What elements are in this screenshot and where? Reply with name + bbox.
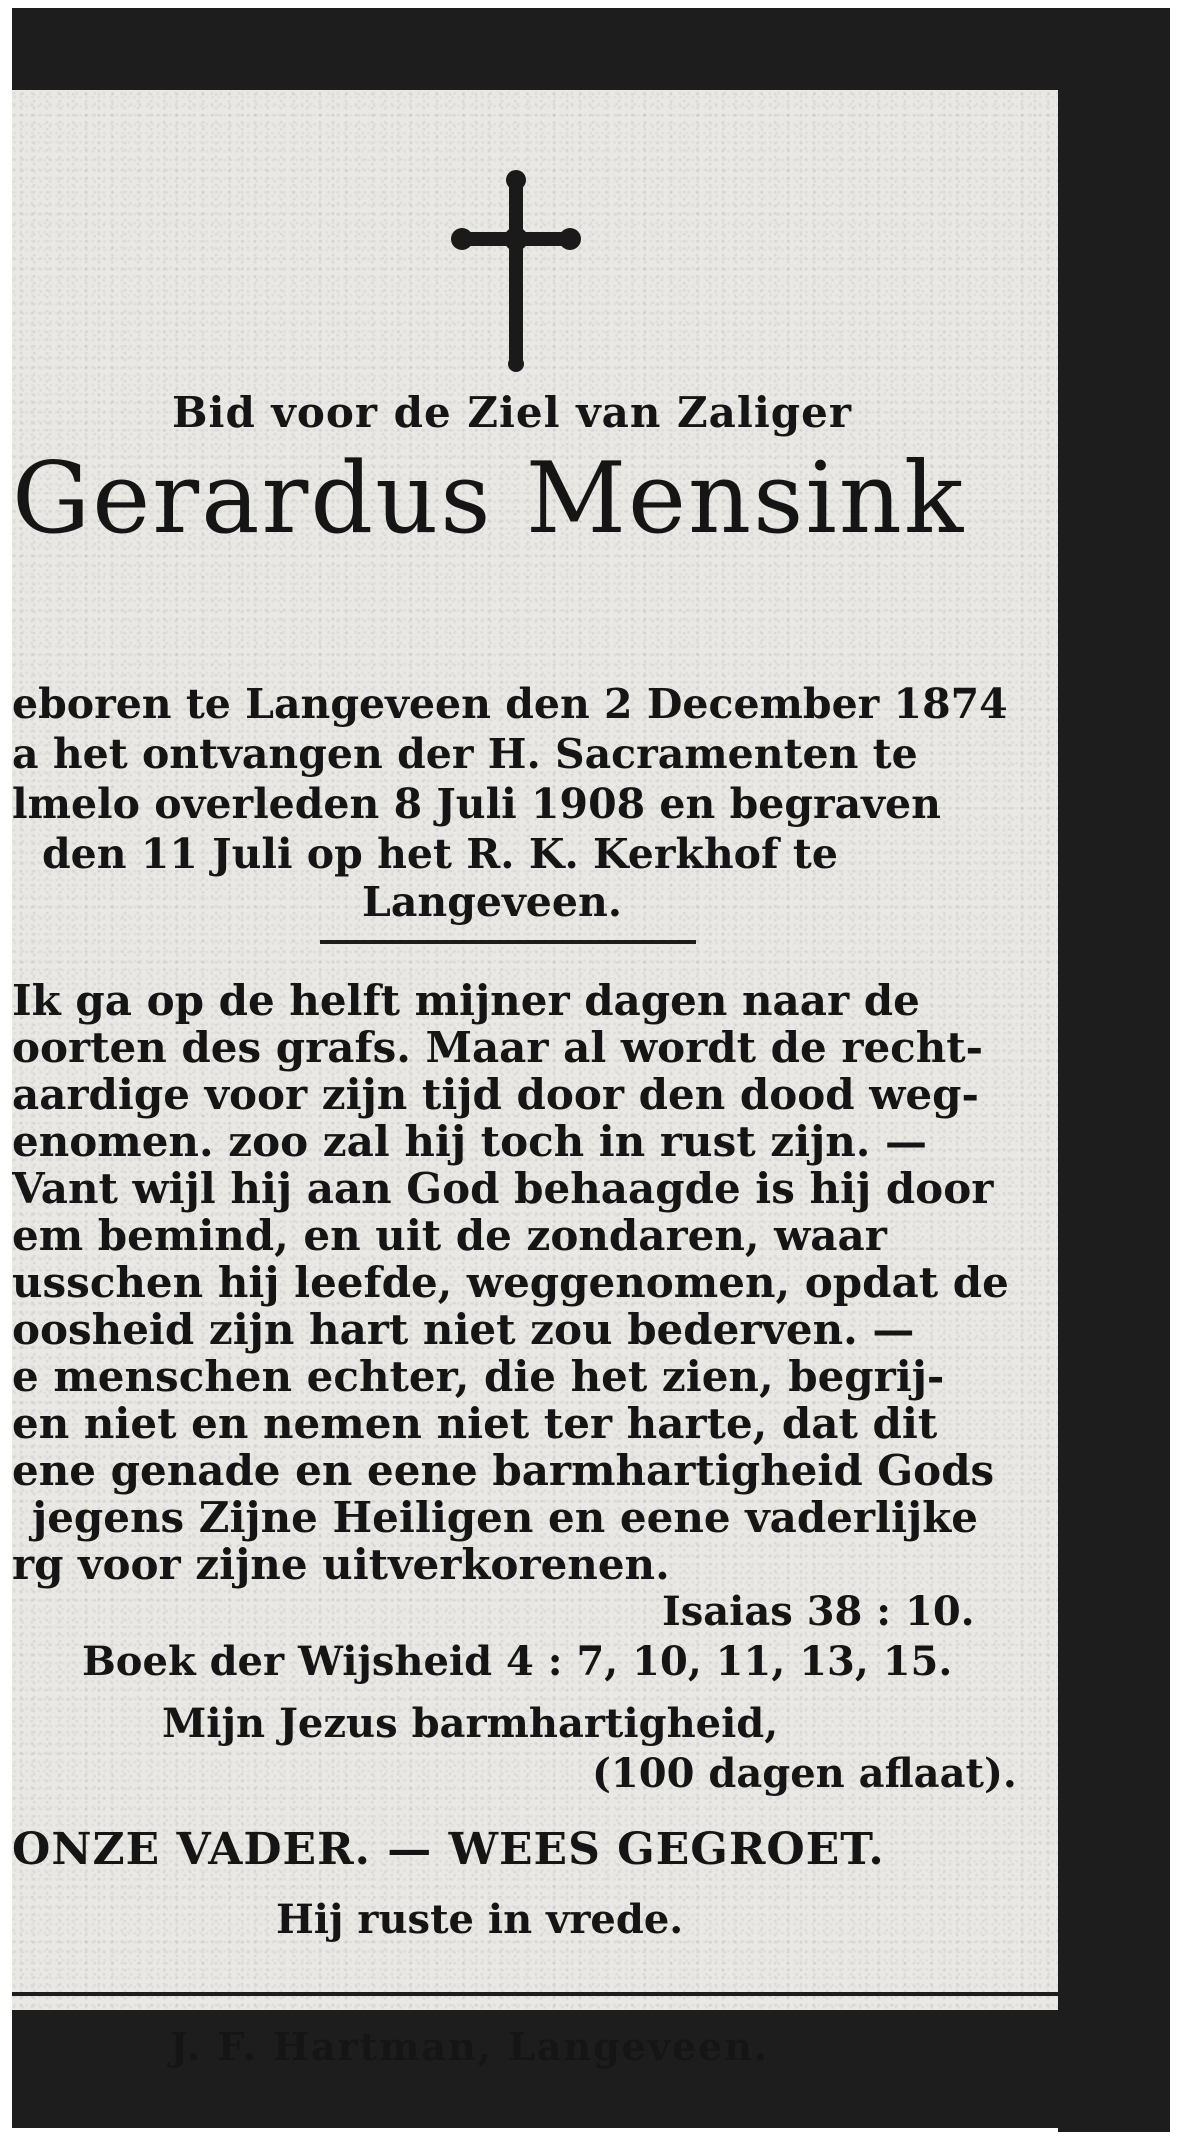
verse-line: oosheid zijn hart niet zou bederven. — (12, 1305, 915, 1354)
details-line: Langeveen. (362, 878, 623, 926)
frame-border-right (1058, 8, 1170, 2132)
short-divider (320, 940, 696, 944)
indulgence-note: (100 dagen aflaat). (592, 1750, 1017, 1797)
details-line: lmelo overleden 8 Juli 1908 en begraven (12, 780, 941, 828)
scripture-source: Boek der Wijsheid 4 : 7, 10, 11, 13, 15. (82, 1638, 953, 1685)
prayers-line: ONZE VADER. — WEES GEGROET. (12, 1824, 885, 1875)
verse-line: oorten des grafs. Maar al wordt de recht- (12, 1023, 984, 1072)
memorial-card (12, 90, 1058, 2010)
ejaculation-prayer: Mijn Jezus barmhartigheid, (162, 1700, 779, 1747)
deceased-name: Gerardus Mensink (12, 442, 966, 556)
verse-line: ene genade en eene barmhartigheid Gods (12, 1446, 995, 1495)
details-line: den 11 Juli op het R. K. Kerkhof te (42, 830, 838, 878)
scripture-source: Isaias 38 : 10. (662, 1588, 975, 1635)
verse-line: e menschen echter, die het zien, begrij- (12, 1352, 945, 1401)
details-line: a het ontvangen der H. Sacramenten te (12, 730, 918, 778)
verse-line: Vant wijl hij aan God behaagde is hij door (12, 1164, 994, 1213)
verse-line: jegens Zijne Heiligen en eene vaderlijke (32, 1493, 978, 1542)
latin-cross-icon (450, 170, 582, 372)
verse-line: em bemind, en uit de zondaren, waar (12, 1211, 887, 1260)
verse-line: en niet en nemen niet ter harte, dat dit (12, 1399, 938, 1448)
verse-line: Ik ga op de helft mijner dagen naar de (12, 976, 920, 1025)
verse-line: usschen hij leefde, weggenomen, opdat de (12, 1258, 1009, 1307)
rest-in-peace: Hij ruste in vrede. (276, 1896, 684, 1943)
invocation-heading: Bid voor de Ziel van Zaliger (171, 388, 853, 437)
verse-line: rg voor zijne uitverkorenen. (12, 1540, 670, 1589)
details-line: eboren te Langeveen den 2 December 1874 (12, 680, 1008, 728)
full-divider (12, 1992, 1058, 1996)
printer-credit: J. F. Hartman, Langeveen. (170, 2024, 770, 2069)
frame-border-top (12, 8, 1170, 90)
verse-line: enomen. zoo zal hij toch in rust zijn. — (12, 1117, 928, 1166)
verse-line: aardige voor zijn tijd door den dood weg- (12, 1070, 979, 1119)
